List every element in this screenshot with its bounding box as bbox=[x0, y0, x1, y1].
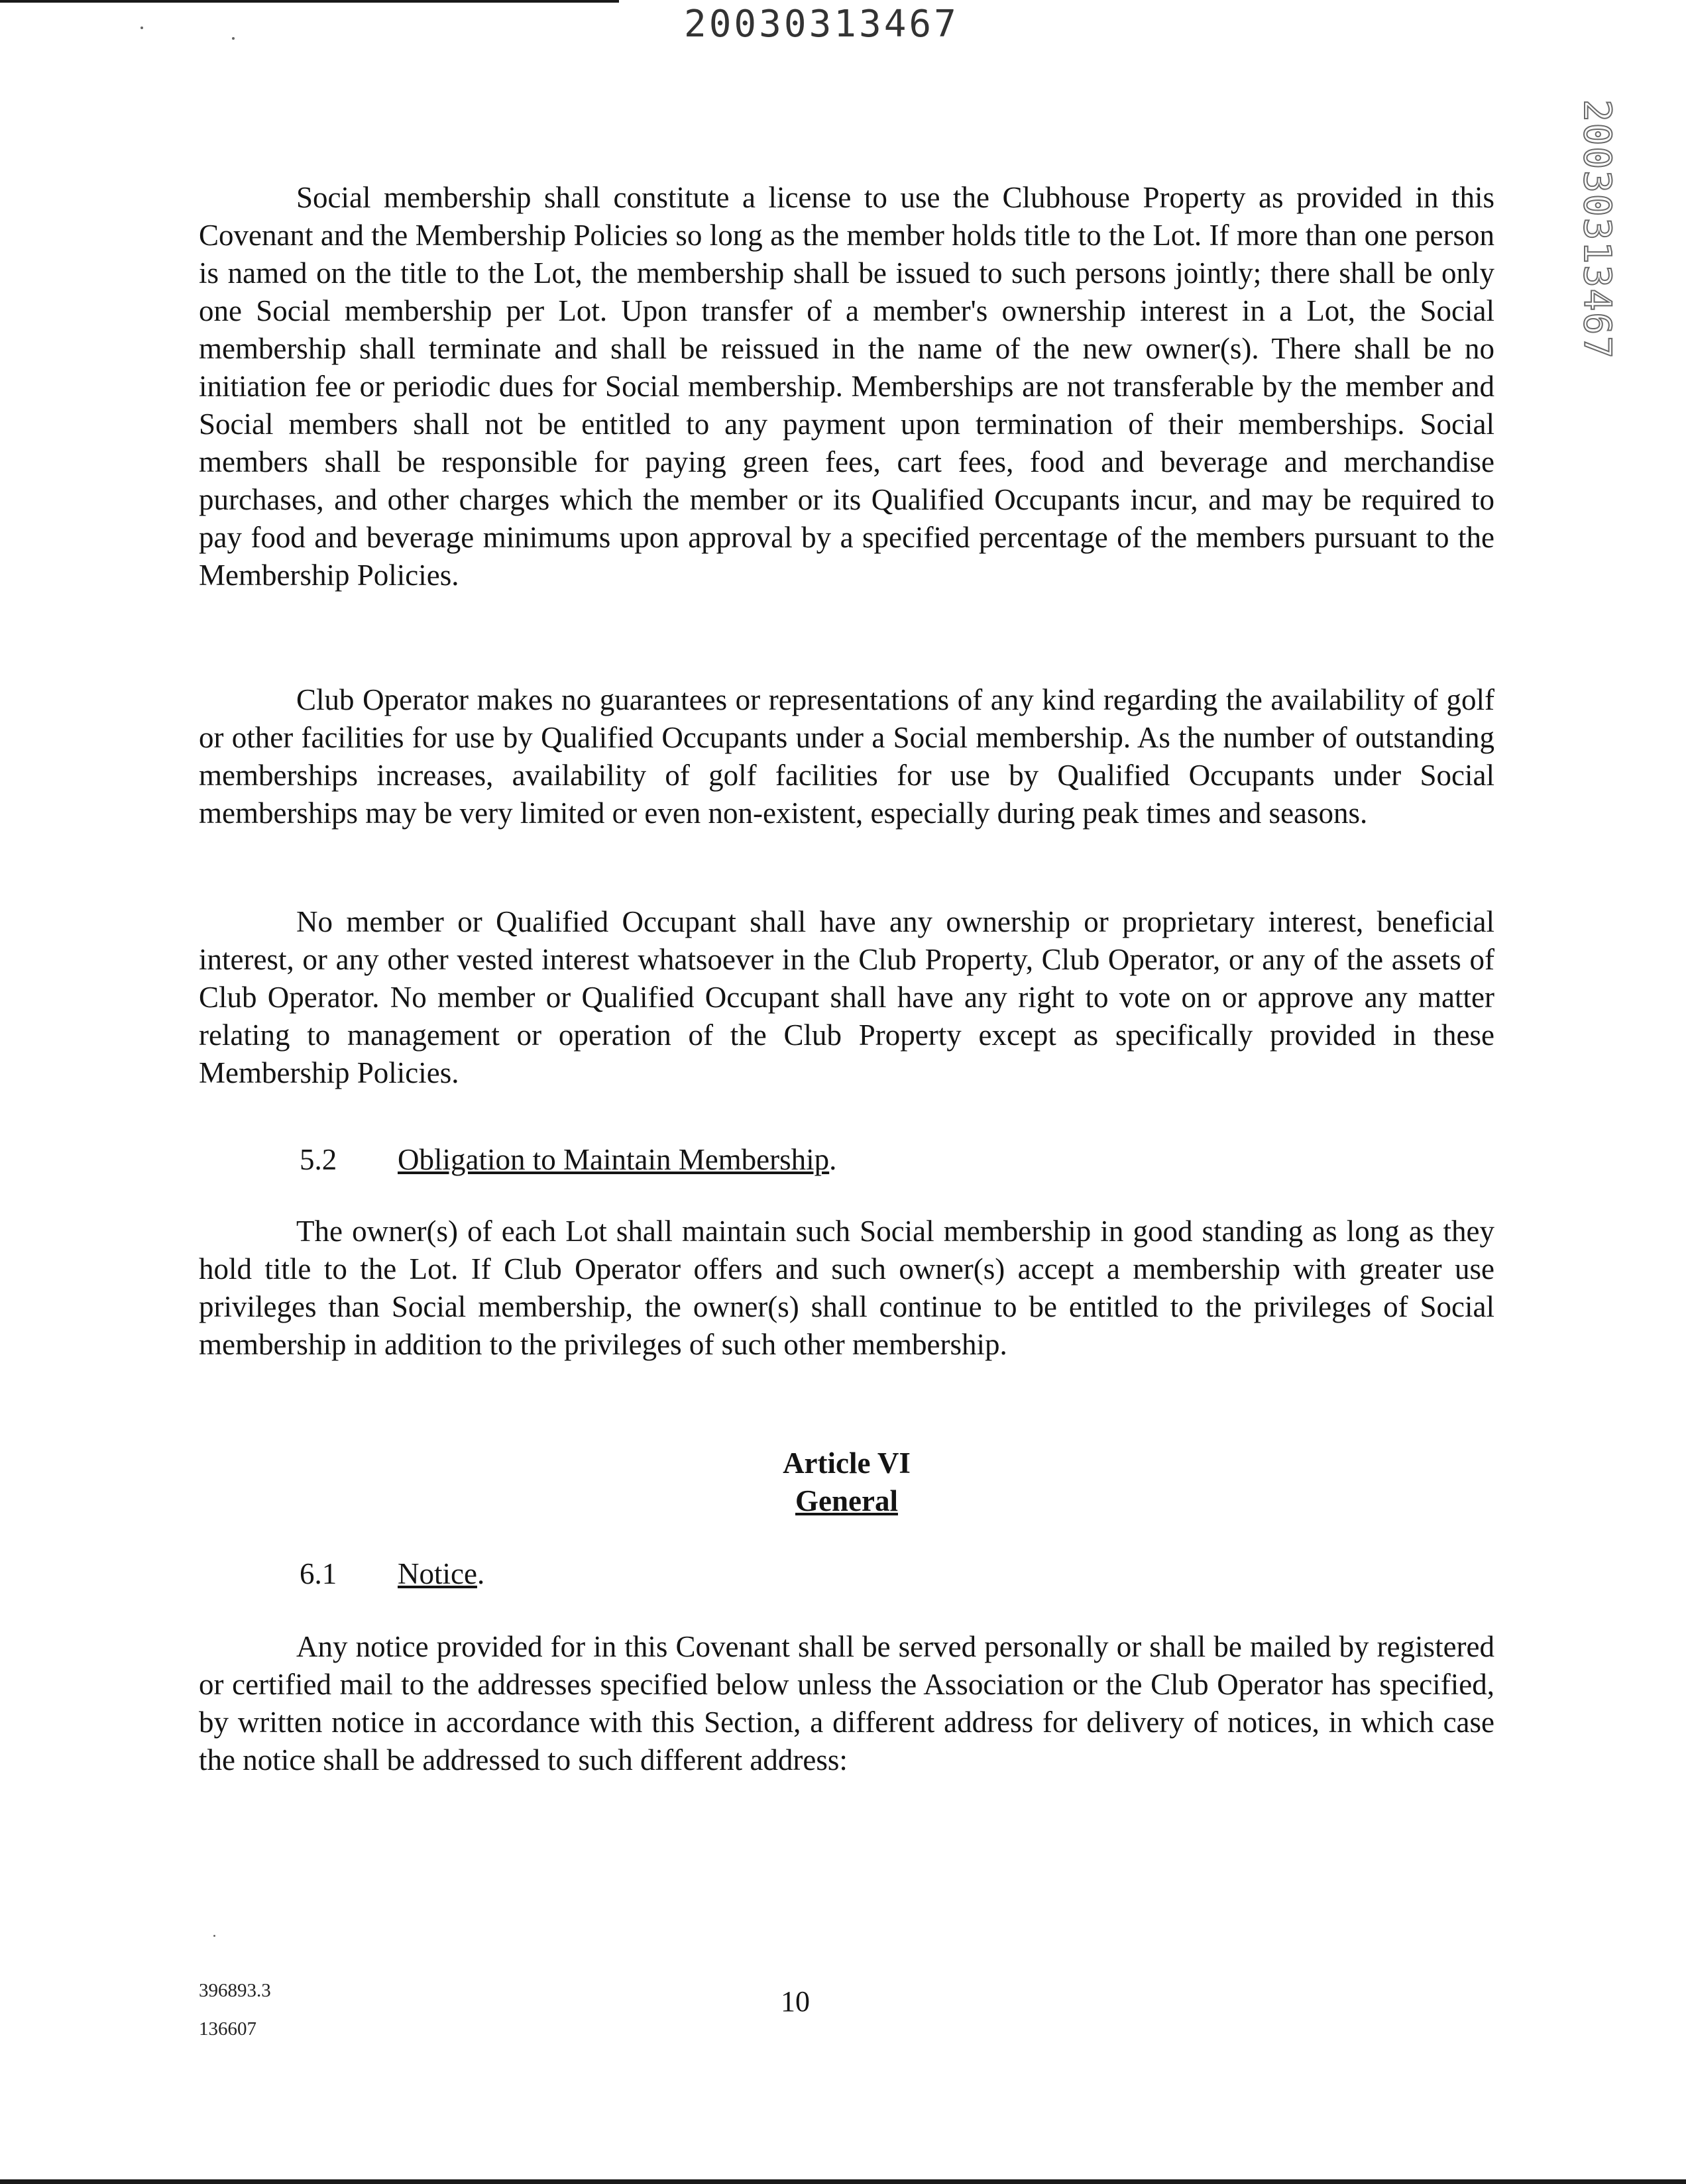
section-title: Obligation to Maintain Membership bbox=[398, 1143, 830, 1176]
paragraph-no-guarantees: Club Operator makes no guarantees or representations of any kind regarding the availability of golf or other facilities for use by Qualified Occupants under a Social membership. As the number of outstanding memberships increases, availability of golf facilities for use by Qualified Occupants under Social memberships may be very limited or even non-existent, especially during peak times and seasons. bbox=[199, 683, 1494, 830]
doc-id-2: 136607 bbox=[199, 2018, 256, 2040]
section-title-period: . bbox=[477, 1557, 485, 1590]
document-stamp-number: 20030313467 bbox=[684, 3, 959, 46]
section-heading-6-1 bbox=[300, 1555, 484, 1593]
section-number: 5.2 bbox=[300, 1143, 337, 1176]
top-scan-rule bbox=[0, 0, 619, 3]
article-name: General bbox=[795, 1484, 898, 1517]
article-heading bbox=[199, 1445, 1494, 1520]
paragraph-social-membership: Social membership shall constitute a license to use the Clubhouse Property as provided in this Covenant and the Membership Policies so long as the member holds title to the Lot. If more than one person is named on the title to the Lot, the membership shall be issued to such persons jointly; there shall be only one Social membership per Lot. Upon transfer of a member's ownership interest in a Lot, the Social membership shall terminate and shall be reissued in the name of the new owner(s). There shall be no initiation fee or periodic dues for Social membership. Memberships are not transferable by the member and Social members shall not be entitled to any payment upon termination of their memberships. Social members shall be responsible for paying green fees, cart fees, food and beverage and merchandise purchases, and other charges which the member or its Qualified Occupants incur, and may be required to pay food and beverage minimums upon approval by a specified percentage of the members pursuant to the Membership Policies. bbox=[199, 181, 1494, 592]
scan-speck bbox=[213, 1935, 215, 1937]
bottom-scan-rule bbox=[0, 2179, 1686, 2184]
doc-id-1: 396893.3 bbox=[199, 1980, 271, 2001]
page-number: 10 bbox=[781, 1985, 810, 2018]
paragraph-no-ownership: No member or Qualified Occupant shall have any ownership or proprietary interest, beneficial interest, or any other vested interest whatsoever in the Club Property, Club Operator, or any of the assets of Club Operator. No member or Qualified Occupant shall have any right to vote on or approve any matter relating to management or operation of the Club Property except as specifically provided in these Membership Policies. bbox=[199, 905, 1494, 1089]
paragraph-notice: Any notice provided for in this Covenant shall be served personally or shall be mailed by registered or certified mail to the addresses specified below unless the Association or the Club Operator has specified, by written notice in accordance with this Section, a different address for delivery of notices, in which case the notice shall be addressed to such different address: bbox=[199, 1630, 1494, 1776]
article-label: Article VI bbox=[783, 1447, 911, 1480]
scan-speck bbox=[232, 37, 235, 40]
section-heading-5-2 bbox=[300, 1141, 836, 1179]
scan-speck bbox=[140, 27, 143, 29]
paragraph-maintain-membership: The owner(s) of each Lot shall maintain such Social membership in good standing as long as they hold title to the Lot. If Club Operator offers and such owner(s) accept a membership with greater use privileges than Social membership, the owner(s) shall continue to be entitled to the privileges of Social membership in addition to the privileges of such other membership. bbox=[199, 1215, 1494, 1361]
section-number: 6.1 bbox=[300, 1557, 337, 1590]
side-stamp-number: 20030313467 bbox=[1575, 99, 1618, 360]
document-ids bbox=[199, 1971, 271, 2048]
section-title-period: . bbox=[829, 1143, 837, 1176]
section-title: Notice bbox=[398, 1557, 477, 1590]
